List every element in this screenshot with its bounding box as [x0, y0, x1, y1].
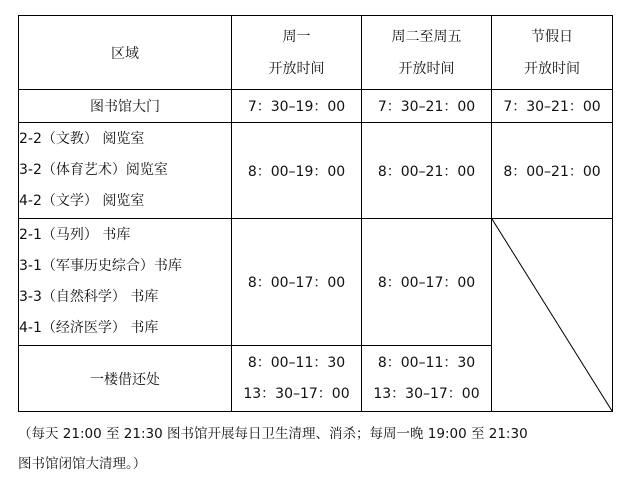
header-area	[19, 16, 232, 90]
footnote-line-2: 图书馆闭馆大清理。）	[18, 456, 147, 472]
area-main-gate: 图书馆大门	[19, 90, 232, 123]
table-row-stacks	[19, 219, 613, 346]
area-reading-rooms	[19, 123, 232, 219]
header-tue-fri-label: 开放时间	[398, 60, 455, 77]
area-stacks	[19, 219, 232, 346]
header-holiday-label: 开放时间	[524, 60, 580, 77]
area-stack-3-1: 3-1（军事历史综合）书库	[19, 258, 182, 274]
header-tue-fri-day: 周二至周五	[391, 28, 462, 45]
table-row-reading-rooms	[19, 123, 613, 219]
header-holiday-day: 节假日	[531, 28, 573, 45]
header-area-label: 区域	[111, 45, 139, 62]
time-monday-reading-rooms: 8：00–19：00	[232, 123, 362, 219]
time-holiday-main-gate: 7：30–21：00	[492, 90, 613, 123]
time-tue-fri-reading-rooms: 8：00–21：00	[362, 123, 492, 219]
time-monday-afternoon: 13：30–17：00	[243, 385, 350, 402]
time-monday-circulation-desk	[232, 346, 362, 412]
header-holiday	[492, 16, 613, 90]
time-tue-fri-afternoon: 13：30–17：00	[373, 385, 480, 402]
header-monday-day: 周一	[282, 28, 311, 45]
area-reading-room-3-2: 3-2（体育艺术）阅览室	[19, 162, 168, 178]
time-monday-morning: 8：00–11：30	[247, 354, 346, 371]
time-tue-fri-main-gate: 7：30–21：00	[362, 90, 492, 123]
area-circulation-desk: 一楼借还处	[19, 346, 232, 412]
footnote-line-1: （每天 21:00 至 21:30 图书馆开展每日卫生清理、消杀；每周一晚 19:00 至 21:30	[18, 426, 528, 442]
cleaning-footnote	[18, 419, 628, 479]
header-tue-fri	[362, 16, 492, 90]
time-tue-fri-morning: 8：00–11：30	[377, 354, 476, 371]
time-holiday-reading-rooms: 8：00–21：00	[492, 123, 613, 219]
closed-diagonal-line	[492, 219, 612, 411]
header-row	[19, 16, 613, 90]
holiday-closed-cell	[492, 219, 613, 412]
area-stack-2-1: 2-1（马列） 书库	[19, 227, 131, 243]
time-tue-fri-stacks: 8：00–17：00	[362, 219, 492, 346]
time-monday-main-gate: 7：30–19：00	[232, 90, 362, 123]
table-row-main-gate	[19, 90, 613, 123]
area-stack-3-3: 3-3（自然科学） 书库	[19, 289, 159, 305]
area-reading-room-4-2: 4-2（文学） 阅览室	[19, 193, 145, 209]
area-stack-4-1: 4-1（经济医学） 书库	[19, 320, 159, 336]
time-monday-stacks: 8：00–17：00	[232, 219, 362, 346]
header-monday	[232, 16, 362, 90]
time-tue-fri-circulation-desk	[362, 346, 492, 412]
header-monday-label: 开放时间	[268, 60, 325, 77]
area-reading-room-2-2: 2-2（文教） 阅览室	[19, 131, 145, 147]
opening-hours-table	[18, 15, 613, 412]
